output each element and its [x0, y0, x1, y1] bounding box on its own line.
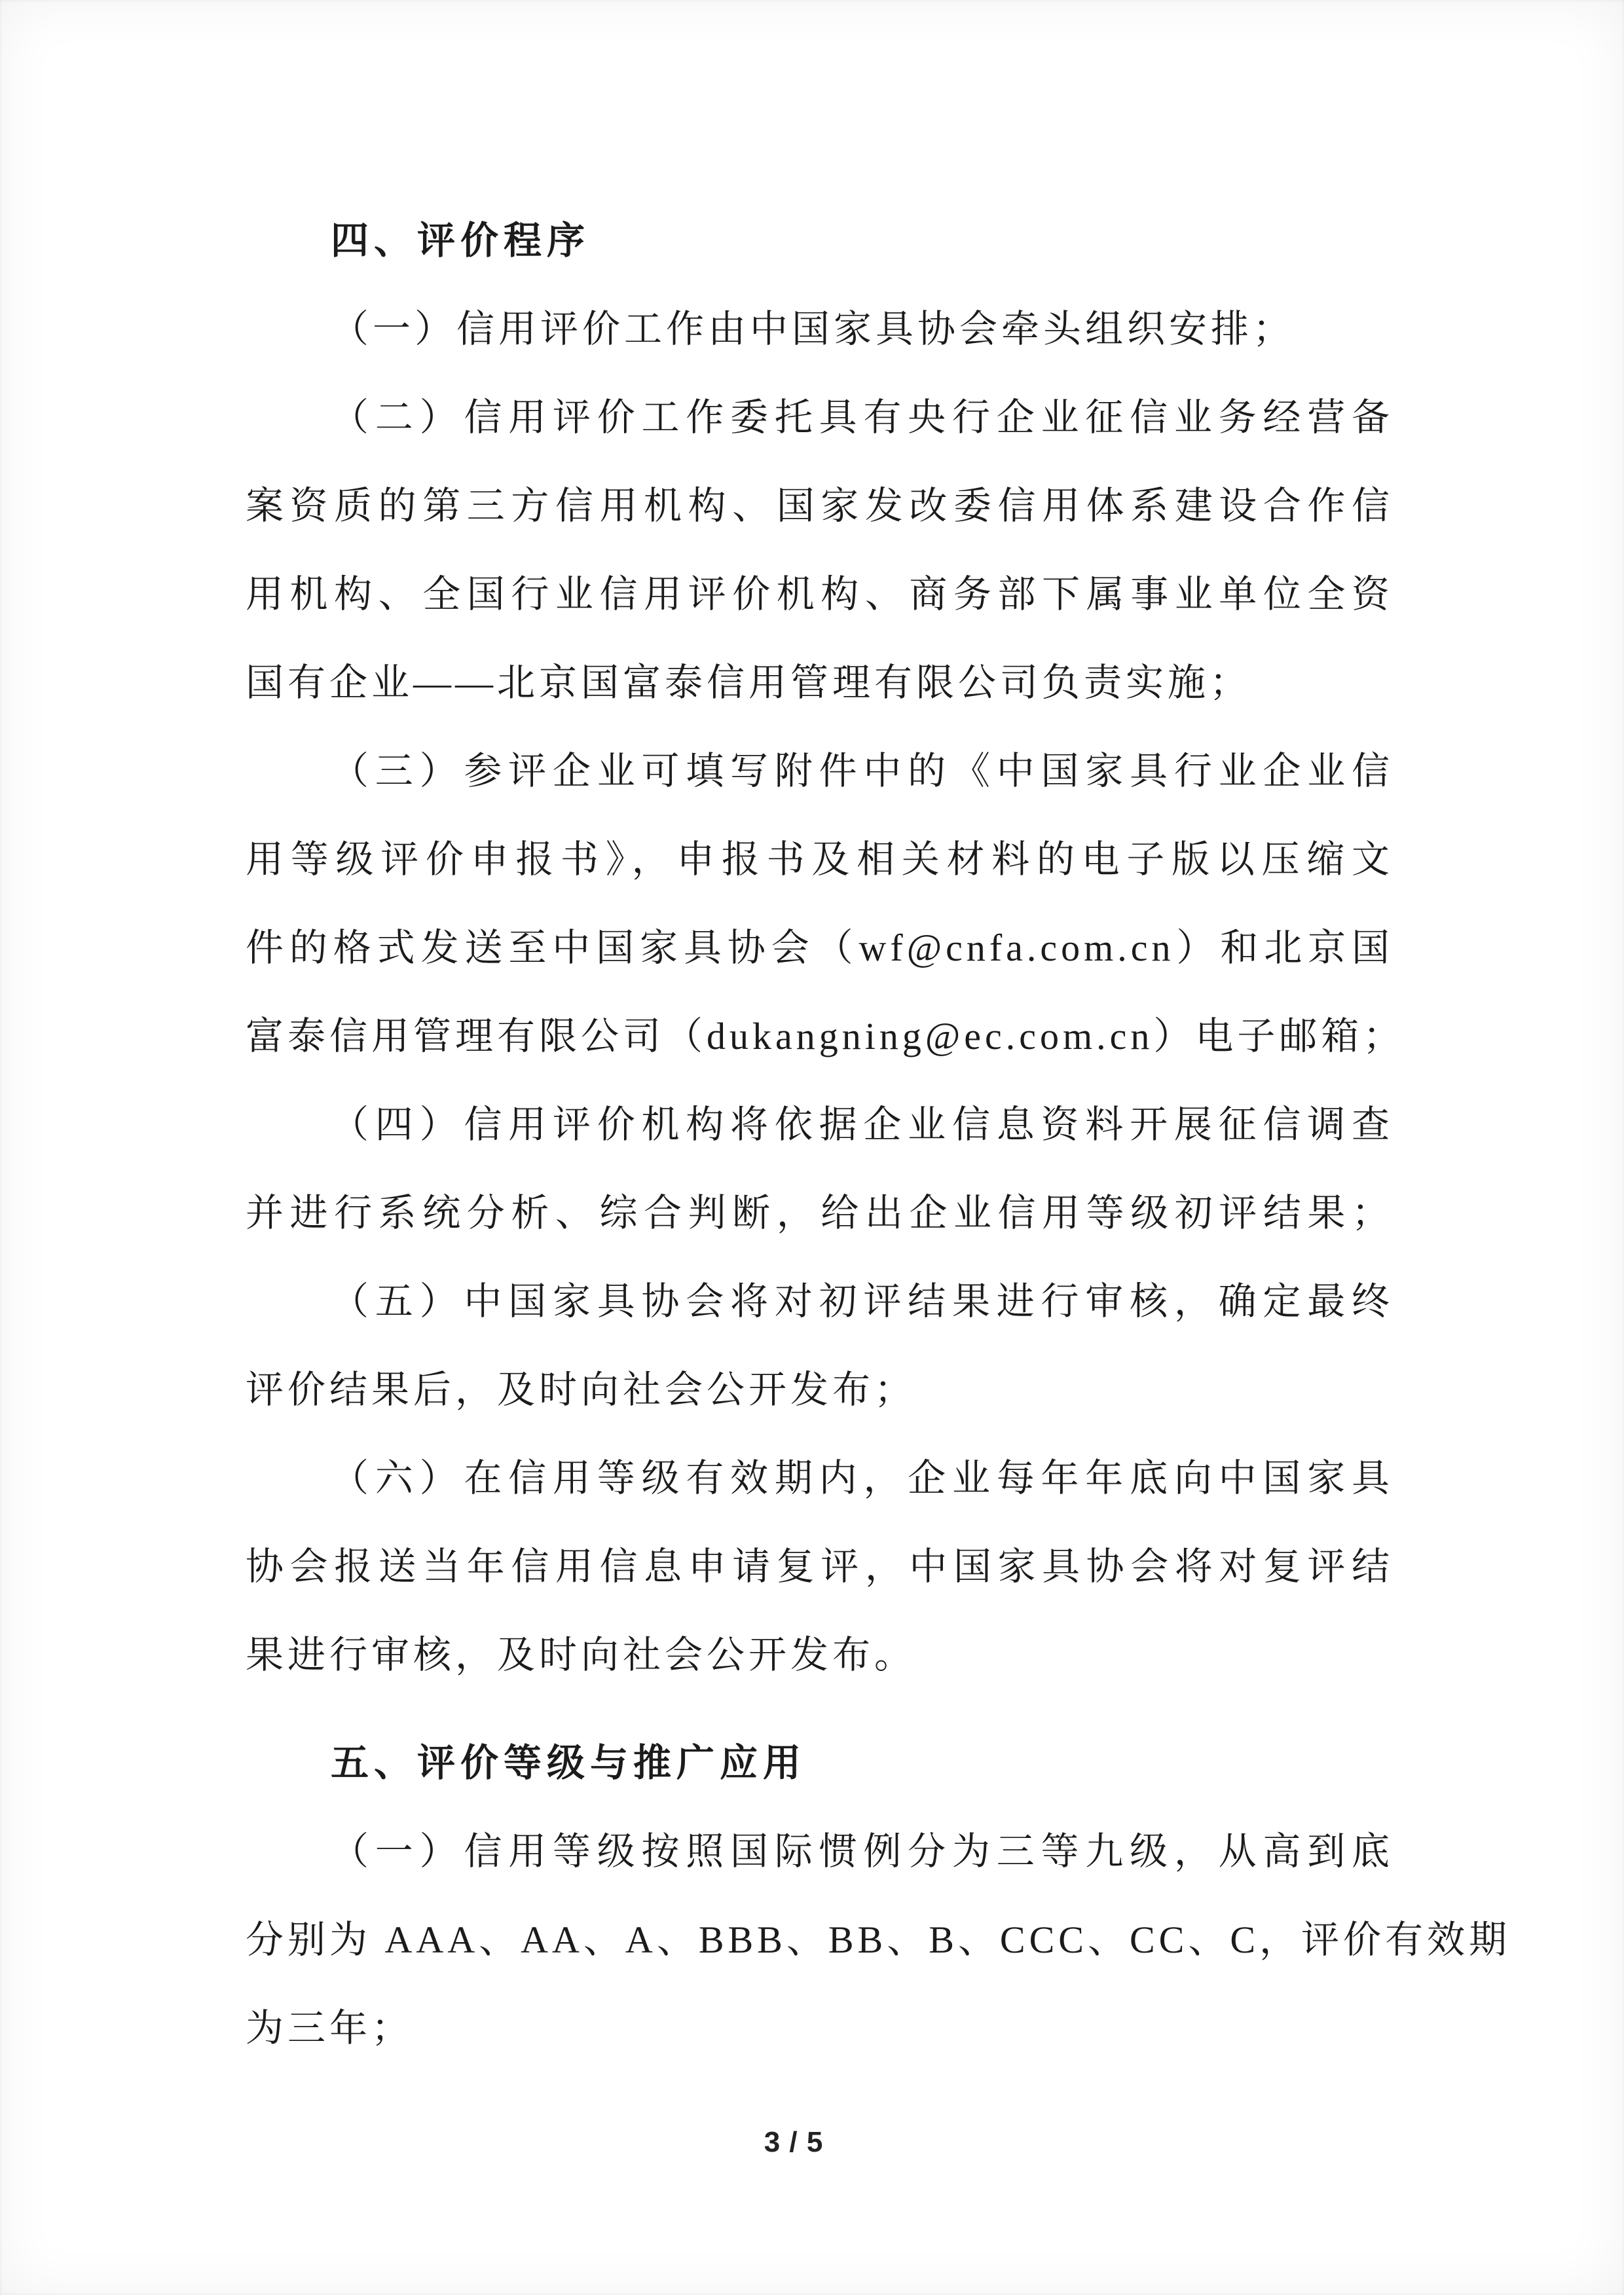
page-footer: [0, 2127, 1624, 2158]
text-line: （六）在信用等级有效期内，企业每年年底向中国家具: [331, 1457, 1393, 1499]
text-line: 分别为 AAA、AA、A、BBB、BB、B、CCC、CC、C，评价有效期: [246, 1919, 1511, 1961]
text-line: （四）信用评价机构将依据企业信息资料开展征信调查: [331, 1103, 1393, 1146]
text-line: （五）中国家具协会将对初评结果进行审核，确定最终: [331, 1280, 1393, 1323]
section-heading: 五、评价等级与推广应用: [331, 1742, 807, 1784]
text-line: （二）信用评价工作委托具有央行企业征信业务经营备: [331, 396, 1393, 439]
text-line: （三）参评企业可填写附件中的《中国家具行业企业信: [331, 750, 1393, 792]
text-line: 协会报送当年信用信息申请复评，中国家具协会将对复评结: [246, 1545, 1393, 1588]
text-line: （一）信用等级按照国际惯例分为三等九级，从高到底: [331, 1830, 1393, 1873]
text-line: 富泰信用管理有限公司（dukangning@ec.com.cn）电子邮箱；: [246, 1015, 1405, 1057]
text-line: 用机构、全国行业信用评价机构、商务部下属事业单位全资: [246, 573, 1393, 615]
text-line: 并进行系统分析、综合判断，给出企业信用等级初评结果；: [246, 1192, 1393, 1234]
text-line: 国有企业——北京国富泰信用管理有限公司负责实施；: [246, 661, 1252, 704]
text-line: 案资质的第三方信用机构、国家发改委信用体系建设合作信: [246, 485, 1393, 527]
text-line: 件的格式发送至中国家具协会（wf@cnfa.com.cn）和北京国: [246, 927, 1393, 969]
text-line: （一）信用评价工作由中国家具协会牵头组织安排；: [331, 308, 1295, 350]
section-heading: 四、评价程序: [331, 219, 591, 262]
text-line: 用等级评价申报书》，申报书及相关材料的电子版以压缩文: [246, 838, 1393, 881]
document-body: [246, 0, 1511, 2072]
text-line: 为三年；: [246, 2007, 414, 2049]
text-line: 评价结果后，及时向社会公开发布；: [246, 1368, 917, 1411]
page-number: 3 / 5: [764, 2126, 824, 2158]
text-line: 果进行审核，及时向社会公开发布。: [246, 1634, 917, 1676]
